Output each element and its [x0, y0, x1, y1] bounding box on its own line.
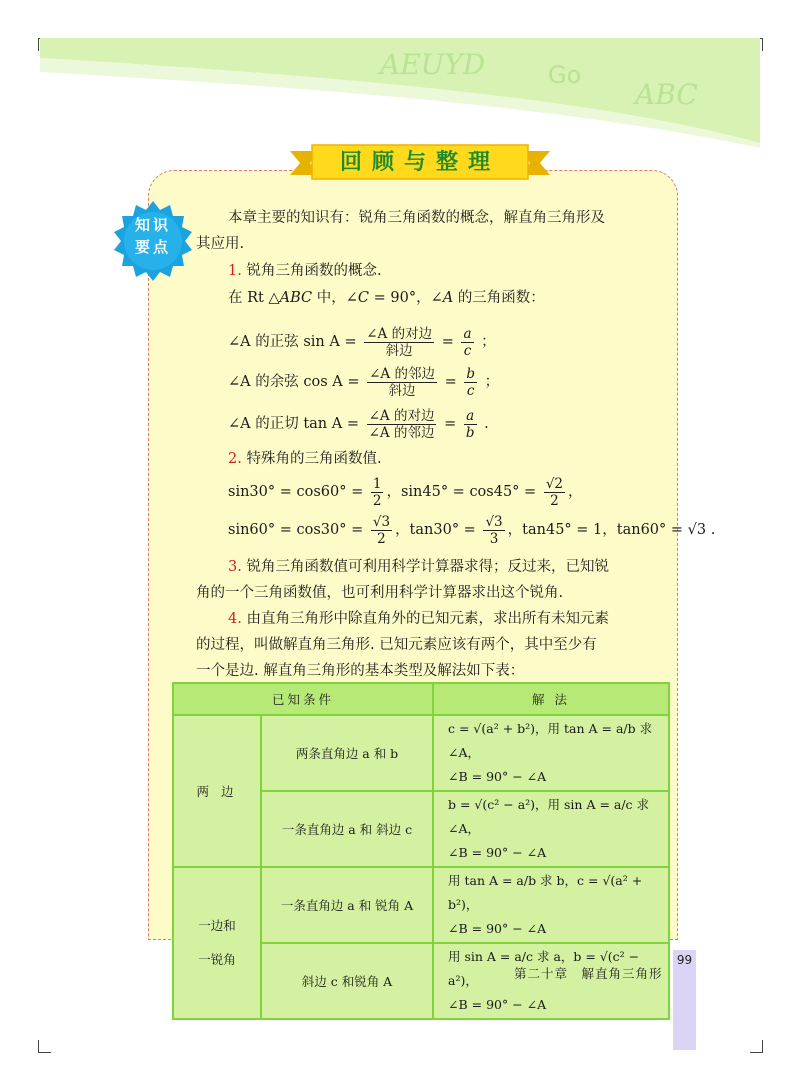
table-row: [173, 867, 669, 943]
section-title: 回顾与整理: [339, 150, 500, 175]
l1b-text: ，sin45° = cos45° =: [386, 484, 537, 500]
cos-num2: b: [466, 365, 475, 382]
l1a-num: 1: [372, 475, 382, 492]
l2a-fraction: [371, 514, 392, 547]
l2b-num: √3: [485, 513, 503, 530]
tan-label: ∠A 的正切 tan A =: [228, 416, 359, 432]
l1b-end: ，: [568, 484, 583, 500]
tan-fraction-words: [367, 408, 437, 441]
item1-context-tri: ABC: [279, 290, 313, 306]
item3-line-2: 角的一个三角函数值，也可利用科学计算器求出这个锐角.: [196, 585, 564, 601]
item1-context-post: 的三角函数：: [457, 290, 545, 306]
l1b-den: 2: [550, 492, 559, 509]
item1-number: 1.: [228, 263, 242, 279]
table-group2-line2: 一锐角: [198, 952, 236, 967]
sin-end: ；: [481, 334, 496, 350]
intro-line-1: 本章主要的知识有：锐角三角函数的概念，解直角三角形及: [228, 210, 605, 226]
table-method-2-line2: ∠B = 90° − ∠A: [448, 845, 547, 860]
item4-line-3: 一个是边. 解直角三角形的基本类型及解法如下表：: [196, 663, 525, 679]
table-group-side-angle: [173, 867, 261, 1019]
l1a-den: 2: [372, 492, 382, 509]
footer-chapter: 第二十章 解直角三角形: [514, 966, 663, 981]
cos-end: ；: [484, 374, 500, 390]
badge-line-1: 知识: [134, 216, 171, 234]
tan-fraction-letters: [464, 408, 477, 441]
special-values-line-2: [228, 510, 715, 550]
tan-formula: [228, 404, 489, 444]
l1b-num: √2: [545, 475, 564, 492]
l2b-text: ，tan30° =: [395, 522, 476, 538]
l1a-text: sin30° = cos60° =: [228, 484, 364, 500]
table-cond-4: 斜边 c 和锐角 A: [261, 943, 433, 1019]
sin-fraction-letters: [461, 326, 473, 359]
cos-label: ∠A 的余弦 cos A =: [228, 374, 360, 390]
sin-fraction-words: [364, 326, 434, 359]
item1-context-eq: = 90°，∠: [373, 290, 443, 306]
badge-line-2: 要点: [134, 238, 171, 256]
table-method-1: [433, 715, 669, 791]
crop-mark-br: [750, 1040, 763, 1053]
badge-label: [112, 214, 194, 258]
item3-text-1: 锐角三角函数值可利用科学计算器求得；反过来，已知锐: [246, 559, 609, 575]
cos-fraction-words: [367, 366, 437, 399]
intro-line-2: 其应用.: [196, 236, 245, 252]
l2a-text: sin60° = cos30° =: [228, 522, 364, 538]
item1-context: [228, 285, 545, 311]
table-header-method: 解 法: [433, 683, 669, 715]
table-header-known: 已知条件: [173, 683, 433, 715]
table-method-4-line2: ∠B = 90° − ∠A: [448, 997, 547, 1012]
triangle-symbol: △: [268, 290, 280, 306]
sin-den: 斜边: [385, 342, 413, 359]
table-group-two-sides: 两 边: [173, 715, 261, 867]
item3-number: 3.: [228, 559, 242, 575]
l2b-den: 3: [489, 530, 499, 547]
table-method-1-line2: ∠B = 90° − ∠A: [448, 769, 547, 784]
item2-number: 2.: [228, 451, 242, 467]
page-number: 99: [676, 953, 693, 967]
item3-line-1: [228, 554, 609, 580]
item4-text-1: 由直角三角形中除直角外的已知元素，求出所有未知元素: [246, 611, 609, 627]
sin-eq: =: [441, 334, 454, 350]
sin-formula: [228, 322, 496, 362]
l1a-fraction: [371, 476, 384, 509]
tan-num: ∠A 的对边: [368, 407, 435, 424]
item1-title: 锐角三角函数的概念.: [246, 263, 382, 279]
cos-formula: [228, 362, 499, 402]
table-cond-2: 一条直角边 a 和 斜边 c: [261, 791, 433, 867]
cos-den2: c: [466, 382, 475, 399]
item1-context-c: C: [357, 290, 369, 306]
header-decor-mid: Go: [548, 61, 582, 89]
l2b-fraction: [483, 514, 504, 547]
table-method-1-line1: c = √(a² + b²)，用 tan A = a/b 求 ∠A，: [448, 721, 653, 760]
item4-line-2: 的过程，叫做解直角三角形. 已知元素应该有两个，其中至少有: [196, 637, 597, 653]
table-method-2: [433, 791, 669, 867]
cos-eq: =: [444, 374, 457, 390]
header-decor-left: AEUYD: [380, 48, 486, 81]
table-method-2-line1: b = √(c² − a²)，用 sin A = a/c 求 ∠A，: [448, 797, 650, 836]
table-group2-line1: 一边和: [198, 918, 236, 933]
tan-den: ∠A 的邻边: [368, 424, 435, 441]
table-cond-3: 一条直角边 a 和 锐角 A: [261, 867, 433, 943]
item2-heading: [228, 446, 382, 472]
item1-heading: [228, 258, 382, 284]
item1-context-a: A: [442, 290, 454, 306]
item4-line-1: [228, 606, 609, 632]
sin-label: ∠A 的正弦 sin A =: [228, 334, 357, 350]
l2a-num: √3: [372, 513, 391, 530]
cos-num: ∠A 的邻边: [369, 365, 435, 382]
cos-den: 斜边: [388, 382, 416, 399]
special-values-line-1: [228, 472, 583, 512]
tan-num2: a: [464, 408, 477, 425]
crop-mark-bl: [38, 1040, 51, 1053]
cos-fraction-letters: [464, 366, 477, 399]
table-method-3-line2: ∠B = 90° − ∠A: [448, 921, 547, 936]
item1-context-mid: 中，∠: [316, 290, 358, 306]
table-row: [173, 715, 669, 791]
sin-num: ∠A 的对边: [366, 325, 433, 342]
header-decor-right: ABC: [635, 78, 698, 111]
header-banner: [40, 38, 760, 148]
item1-context-pre: 在 Rt: [228, 290, 264, 306]
table-method-4-line1: 用 sin A = a/c 求 a，b = √(c² − a²)，: [448, 949, 640, 988]
sin-num2: a: [463, 325, 472, 342]
l2c-text: ，tan45° = 1，tan60° = √3 .: [507, 522, 716, 538]
table-header-row: [173, 683, 669, 715]
tan-end: .: [484, 416, 489, 432]
tan-eq: =: [444, 416, 457, 432]
l2a-den: 2: [377, 530, 386, 547]
table-cond-1: 两条直角边 a 和 b: [261, 715, 433, 791]
table-method-3: [433, 867, 669, 943]
item4-number: 4.: [228, 611, 242, 627]
table-method-3-line1: 用 tan A = a/b 求 b，c = √(a² + b²)，: [448, 873, 643, 912]
l1b-fraction: [544, 476, 565, 509]
sin-den2: c: [463, 342, 472, 359]
item2-title: 特殊角的三角函数值.: [246, 451, 382, 467]
tan-den2: b: [465, 424, 475, 441]
